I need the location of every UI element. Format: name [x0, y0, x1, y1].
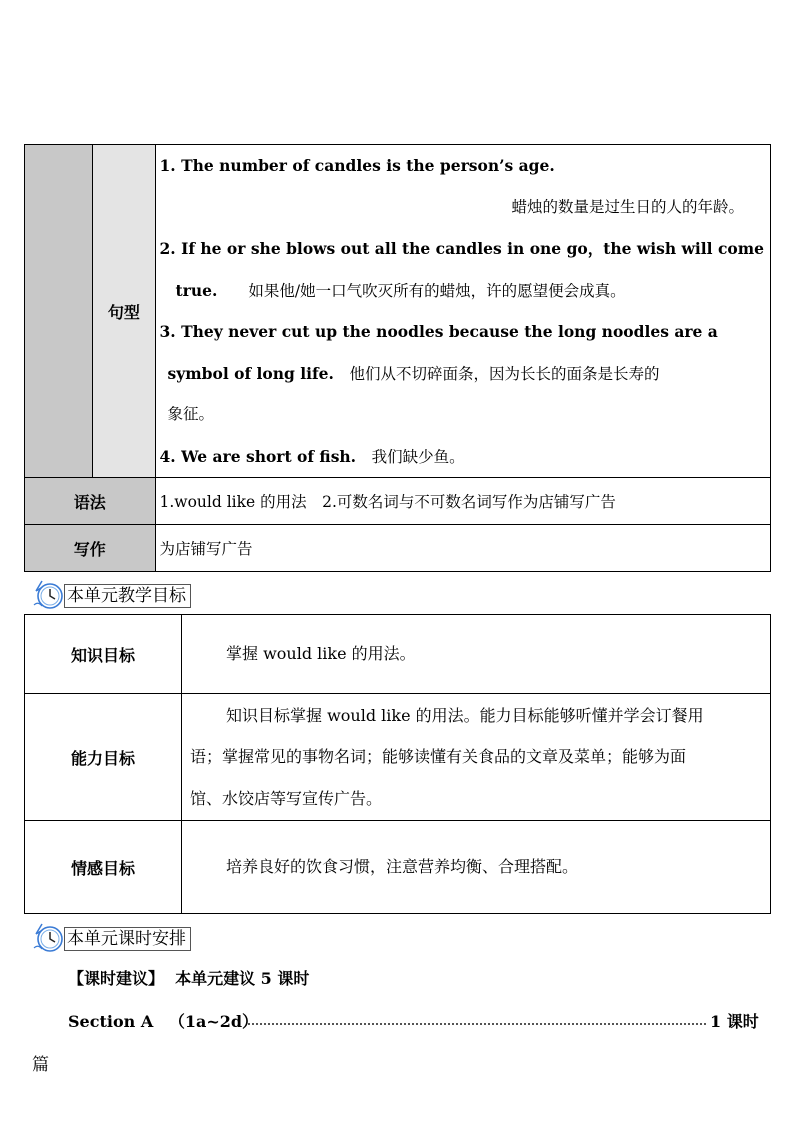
- goal-content: [182, 615, 771, 694]
- schedule-suggestion: [68, 966, 309, 989]
- banner-title: 本单元教学目标: [64, 584, 191, 608]
- sentence-label: 句型: [93, 145, 155, 478]
- goal-label: 知识目标: [25, 615, 182, 694]
- sentence-line: 1. The number of candles is the person’s age.: [159, 156, 555, 175]
- goal-line: 知识目标掌握 would like 的用法。能力目标能够听懂并学会订餐用: [226, 705, 704, 725]
- goal-label: 情感目标: [25, 821, 182, 914]
- sentence-content: [155, 145, 770, 478]
- section-hours: 1 课时: [710, 1012, 759, 1031]
- teaching-goals-table: [24, 614, 771, 914]
- section-banner-schedule: [32, 925, 191, 953]
- sentence-translation: 蜡烛的数量是过生日的人的年龄。: [511, 197, 744, 216]
- writing-content: 为店铺写广告: [155, 525, 770, 572]
- vocabulary-table: [24, 144, 771, 572]
- section-name-text: Section A: [68, 1012, 154, 1031]
- goal-line: 语；掌握常见的事物名词；能够读懂有关食品的文章及菜单；能够为面: [190, 747, 687, 767]
- sentence-translation: 他们从不切碎面条，因为长长的面条是长寿的: [349, 364, 660, 383]
- sentence-translation: 我们缺少鱼。: [371, 447, 465, 466]
- sentence-line: 2. If he or she blows out all the candles in one go，the wish will come: [159, 239, 764, 258]
- sentence-line: 4. We are short of fish.: [159, 446, 357, 466]
- sentence-translation: 象征。: [167, 405, 215, 423]
- banner-title: 本单元课时安排: [64, 927, 191, 951]
- goal-line: 馆、水饺店等写宣传广告。: [190, 788, 383, 808]
- writing-label: 写作: [25, 525, 156, 572]
- clock-icon: [32, 579, 66, 609]
- sentence-line: 3. They never cut up the noodles because the long noodles are a: [159, 322, 718, 341]
- section-banner-goals: [32, 582, 191, 610]
- clock-icon: [32, 922, 66, 952]
- trailing-char: 篇: [32, 1055, 49, 1075]
- goal-line: 掌握 would like 的用法。: [226, 644, 416, 664]
- grammar-content: 1.would like 的用法 2.可数名词与不可数名词写作为店铺写广告: [155, 478, 770, 525]
- section-range: （1a~2d）: [168, 1012, 259, 1031]
- suggestion-text: 本单元建议 5 课时: [175, 969, 310, 988]
- category-cell: [25, 145, 93, 478]
- suggestion-label: 【课时建议】: [68, 969, 165, 988]
- leader-dots: [248, 1023, 706, 1025]
- goal-label: 能力目标: [25, 694, 182, 821]
- grammar-label: 语法: [25, 478, 156, 525]
- sentence-line: true.: [175, 280, 218, 300]
- section-name: [68, 1009, 258, 1032]
- sentence-line: symbol of long life.: [167, 363, 334, 383]
- goal-line: 培养良好的饮食习惯，注意营养均衡、合理搭配。: [226, 857, 579, 877]
- goal-content: [182, 821, 771, 914]
- sentence-translation: 如果他/她一口气吹灭所有的蜡烛，许的愿望便会成真。: [248, 281, 626, 300]
- goal-content: [182, 694, 771, 821]
